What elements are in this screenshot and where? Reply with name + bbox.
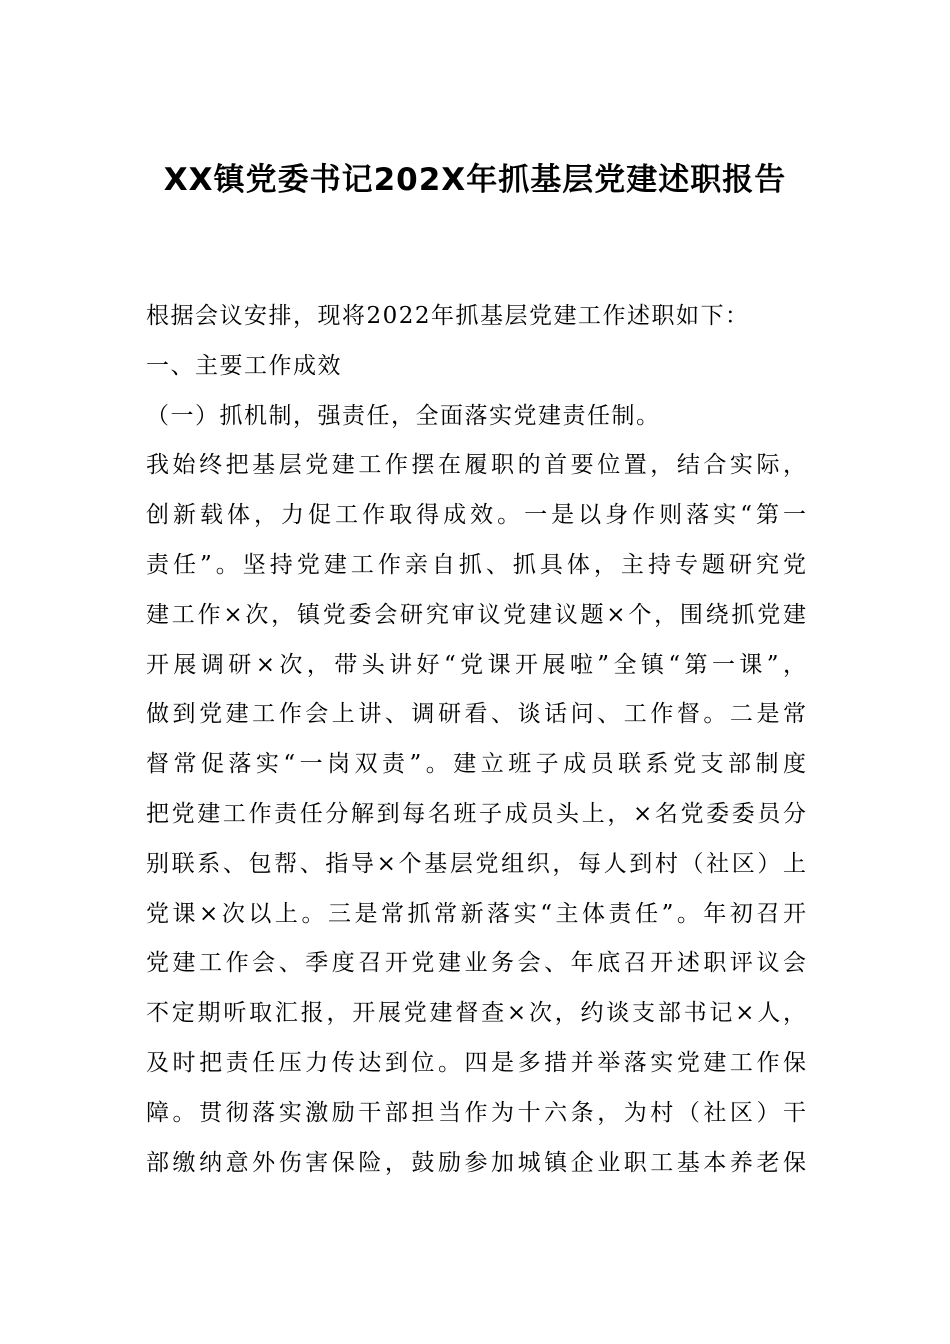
paragraph-line: 我始终把基层党建工作摆在履职的首要位置，结合实际，	[146, 452, 806, 479]
paragraph-line: 开展调研×次，带头讲好“党课开展啦”全镇“第一课”，	[146, 651, 806, 678]
paragraph-line: 不定期听取汇报，开展党建督查×次，约谈支部书记×人，	[146, 1000, 806, 1027]
paragraph-line: 建工作×次，镇党委会研究审议党建议题×个，围绕抓党建	[146, 601, 806, 628]
intro-line: 根据会议安排，现将2022年抓基层党建工作述职如下：	[146, 303, 750, 329]
document-body	[146, 292, 806, 1188]
paragraph-line: 障。贯彻落实激励干部担当作为十六条，为村（社区）干	[146, 1099, 806, 1126]
paragraph-line: 责任”。坚持党建工作亲自抓、抓具体，主持专题研究党	[146, 551, 806, 578]
paragraph-line: 部缴纳意外伤害保险，鼓励参加城镇企业职工基本养老保	[146, 1149, 806, 1176]
subsection-heading: （一）抓机制，强责任，全面落实党建责任制。	[146, 402, 661, 429]
section-heading: 一、主要工作成效	[146, 352, 342, 379]
paragraph-line: 督常促落实“一岗双责”。建立班子成员联系党支部制度	[146, 751, 806, 778]
paragraph-line: 做到党建工作会上讲、调研看、谈话问、工作督。二是常	[146, 701, 806, 728]
paragraph-line: 创新载体，力促工作取得成效。一是以身作则落实“第一	[146, 502, 806, 529]
paragraph-line: 党课×次以上。三是常抓常新落实“主体责任”。年初召开	[146, 900, 806, 927]
paragraph-line: 别联系、包帮、指导×个基层党组织，每人到村（社区）上	[146, 850, 806, 877]
paragraph-line: 及时把责任压力传达到位。四是多措并举落实党建工作保	[146, 1049, 806, 1076]
paragraph-line: 把党建工作责任分解到每名班子成员头上，×名党委委员分	[146, 800, 806, 827]
document-title: XX镇党委书记202X年抓基层党建述职报告	[163, 162, 787, 198]
paragraph-line: 党建工作会、季度召开党建业务会、年底召开述职评议会	[146, 950, 806, 977]
